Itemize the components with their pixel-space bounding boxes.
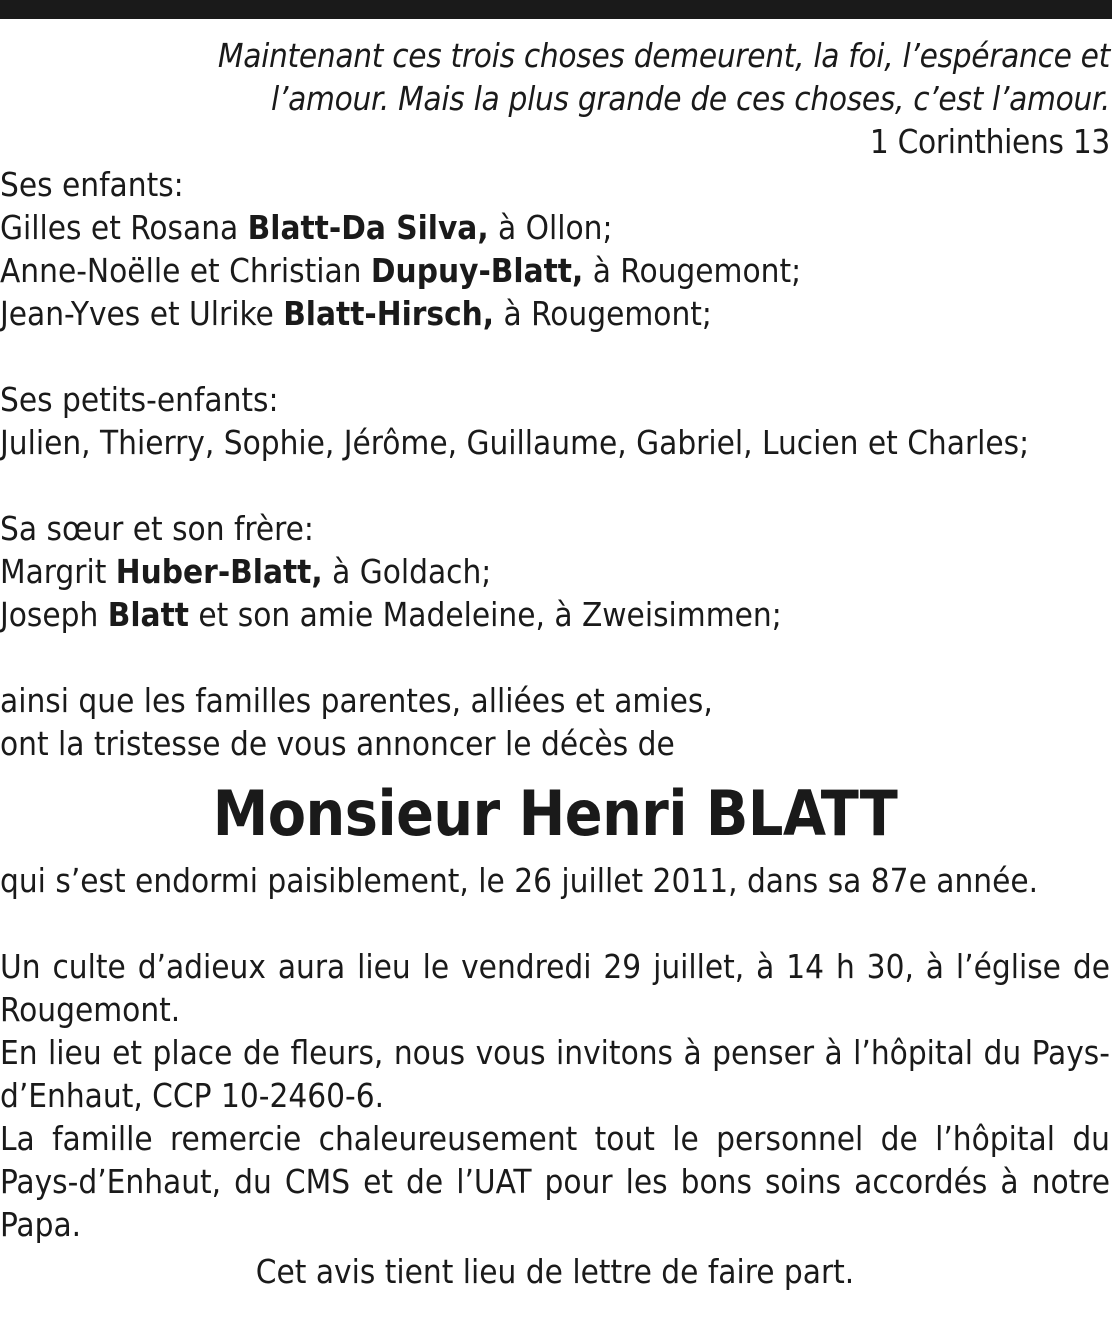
child-entry: Anne-Noëlle et Christian Dupuy-Blatt, à Rougemont;	[0, 251, 802, 290]
sibling-entry: Margrit Huber-Blatt, à Goldach;	[0, 552, 492, 591]
siblings-heading: Sa sœur et son frère:	[0, 509, 314, 548]
children-heading: Ses enfants:	[0, 165, 184, 204]
grandchildren-section	[0, 378, 1110, 464]
epigraph	[0, 34, 1110, 163]
donation-details: En lieu et place de fleurs, nous vous invitons à penser à l’hôpital du Pays-d’Enhaut, CCP 10-2460-6.	[0, 1033, 1110, 1115]
grandchildren-heading: Ses petits-enfants:	[0, 380, 279, 419]
grandchildren-names: Julien, Thierry, Sophie, Jérôme, Guillaume, Gabriel, Lucien et Charles;	[0, 423, 1030, 462]
epigraph-line-1: Maintenant ces trois choses demeurent, la foi, l’espérance et	[217, 36, 1110, 75]
announcement-line-1: ainsi que les familles parentes, alliées et amies,	[0, 681, 713, 720]
announcement-line-2: ont la tristesse de vous annoncer le décès de	[0, 724, 675, 763]
epigraph-reference: 1 Corinthiens 13	[869, 122, 1110, 161]
sibling-entry: Joseph Blatt et son amie Madeleine, à Zweisimmen;	[0, 595, 782, 634]
child-entry: Jean-Yves et Ulrike Blatt-Hirsch, à Rougemont;	[0, 294, 712, 333]
children-section	[0, 163, 1110, 335]
announcement	[0, 679, 1110, 765]
top-rule	[0, 0, 1112, 19]
closing-note: Cet avis tient lieu de lettre de faire part.	[255, 1252, 855, 1291]
epigraph-line-2: l’amour. Mais la plus grande de ces choses, c’est l’amour.	[271, 79, 1110, 118]
siblings-section	[0, 507, 1110, 636]
death-notice: qui s’est endormi paisiblement, le 26 juillet 2011, dans sa 87e année.	[0, 861, 1039, 900]
child-entry: Gilles et Rosana Blatt-Da Silva, à Ollon;	[0, 208, 613, 247]
deceased-name: Monsieur Henri BLATT	[212, 777, 898, 850]
obituary-notice	[0, 34, 1110, 1293]
thanks-details: La famille remercie chaleureusement tout le personnel de l’hôpital du Pays-d’Enhaut, du CMS et de l’UAT pour les bons soins accordés à notre Papa.	[0, 1119, 1110, 1244]
service-details: Un culte d’adieux aura lieu le vendredi 29 juillet, à 14 h 30, à l’église de Rougemont.	[0, 947, 1110, 1029]
details-section	[0, 945, 1110, 1246]
